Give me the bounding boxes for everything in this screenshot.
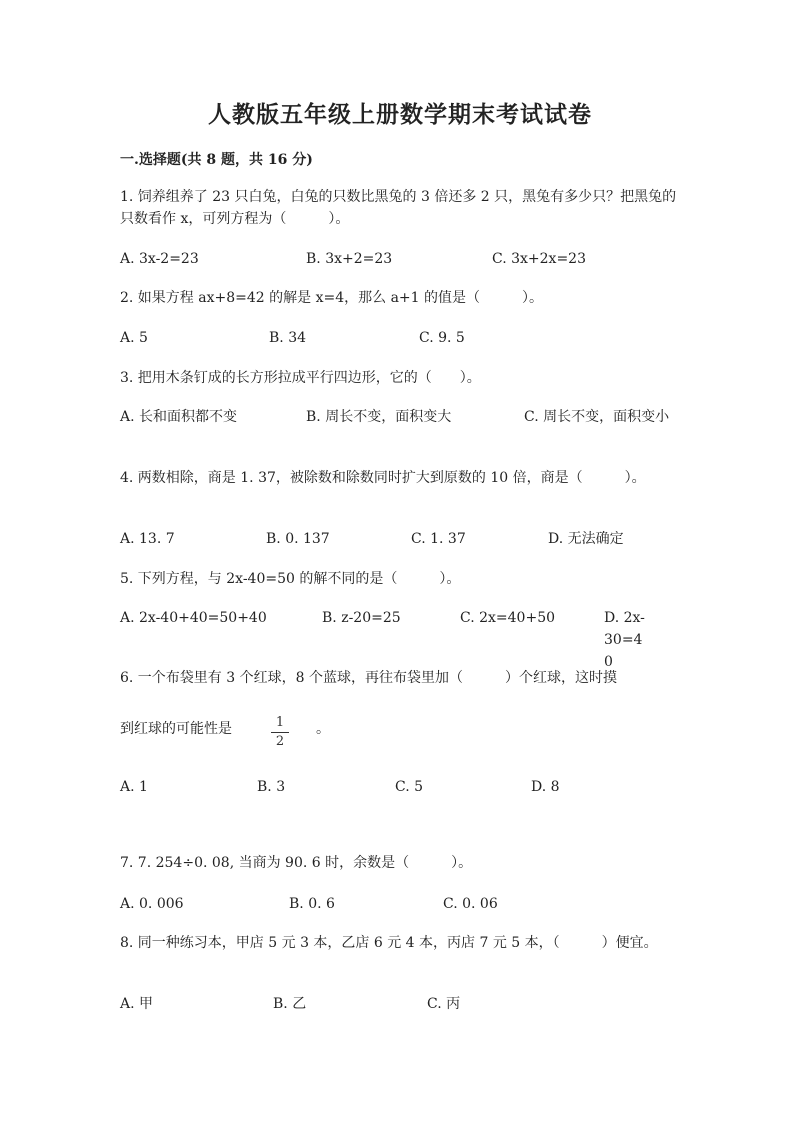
options-4: [120, 528, 680, 572]
option-a[interactable]: A. 13. 7: [120, 531, 175, 547]
option-c[interactable]: C. 1. 37: [411, 531, 466, 547]
option-b[interactable]: B. 周长不变，面积变大: [306, 409, 452, 425]
option-a[interactable]: A. 甲: [120, 996, 154, 1012]
option-b[interactable]: B. z-20=25: [322, 610, 401, 626]
fraction-numerator: 1: [275, 715, 285, 730]
option-a[interactable]: A. 长和面积都不变: [120, 409, 238, 425]
option-c[interactable]: C. 3x+2x=23: [492, 251, 586, 267]
option-d[interactable]: D. 2x-30=40: [604, 610, 645, 670]
option-a[interactable]: A. 1: [120, 779, 148, 795]
option-a[interactable]: A. 5: [120, 330, 148, 346]
options-1: [120, 248, 680, 292]
question-6-end: 。: [316, 721, 330, 737]
options-7: [120, 893, 680, 937]
question-1: 1. 饲养组养了 23 只白兔，白兔的只数比黑兔的 3 倍还多 2 只，黑兔有多少只？把黑兔的只数看作 x，可列方程为（ ）。: [120, 189, 677, 227]
question-8: 8. 同一种练习本，甲店 5 元 3 本，乙店 6 元 4 本，丙店 7 元 5 本，（ ）便宜。: [120, 935, 658, 951]
options-3: [120, 406, 680, 450]
option-b[interactable]: B. 3x+2=23: [306, 251, 393, 267]
question-5: 5. 下列方程，与 2x-40=50 的解不同的是（ ）。: [120, 571, 461, 587]
option-a[interactable]: A. 2x-40+40=50+40: [120, 610, 267, 626]
fraction-denominator: 2: [275, 734, 285, 749]
question-7: 7. 7. 254÷0. 08, 当商为 90. 6 时，余数是（ ）。: [120, 855, 473, 871]
page-title: 人教版五年级上册数学期末考试试卷: [208, 101, 592, 128]
option-d[interactable]: D. 8: [531, 779, 560, 795]
option-b[interactable]: B. 34: [269, 330, 307, 346]
question-6: 6. 一个布袋里有 3 个红球，8 个蓝球，再往布袋里加（ ）个红球，这时摸: [120, 670, 617, 686]
option-c[interactable]: C. 2x=40+50: [460, 610, 556, 626]
option-c[interactable]: C. 周长不变，面积变小: [524, 409, 670, 425]
options-5: [120, 607, 680, 670]
option-a[interactable]: A. 0. 006: [120, 896, 184, 912]
option-b[interactable]: B. 3: [257, 779, 286, 795]
option-c[interactable]: C. 丙: [427, 996, 461, 1012]
option-c[interactable]: C. 5: [395, 779, 424, 795]
options-6: [120, 776, 680, 820]
question-6-continuation: 到红球的可能性是: [120, 721, 232, 737]
option-b[interactable]: B. 0. 6: [289, 896, 335, 912]
question-2: 2. 如果方程 ax+8=42 的解是 x=4，那么 a+1 的值是（ ）。: [120, 290, 543, 306]
options-2: [120, 327, 680, 371]
fraction-one-half: [271, 715, 289, 750]
option-b[interactable]: B. 乙: [273, 996, 307, 1012]
option-d[interactable]: D. 无法确定: [548, 531, 624, 547]
question-3: 3. 把用木条钉成的长方形拉成平行四边形，它的（ ）。: [120, 370, 481, 386]
options-8: [120, 993, 680, 1037]
option-b[interactable]: B. 0. 137: [266, 531, 330, 547]
option-c[interactable]: C. 9. 5: [419, 330, 465, 346]
question-4: 4. 两数相除，商是 1. 37，被除数和除数同时扩大到原数的 10 倍，商是（ ）。: [120, 470, 646, 486]
fraction-bar: [271, 732, 289, 733]
option-c[interactable]: C. 0. 06: [443, 896, 498, 912]
section-heading: 一.选择题(共 8 题，共 16 分): [120, 152, 313, 168]
option-a[interactable]: A. 3x-2=23: [120, 251, 199, 267]
